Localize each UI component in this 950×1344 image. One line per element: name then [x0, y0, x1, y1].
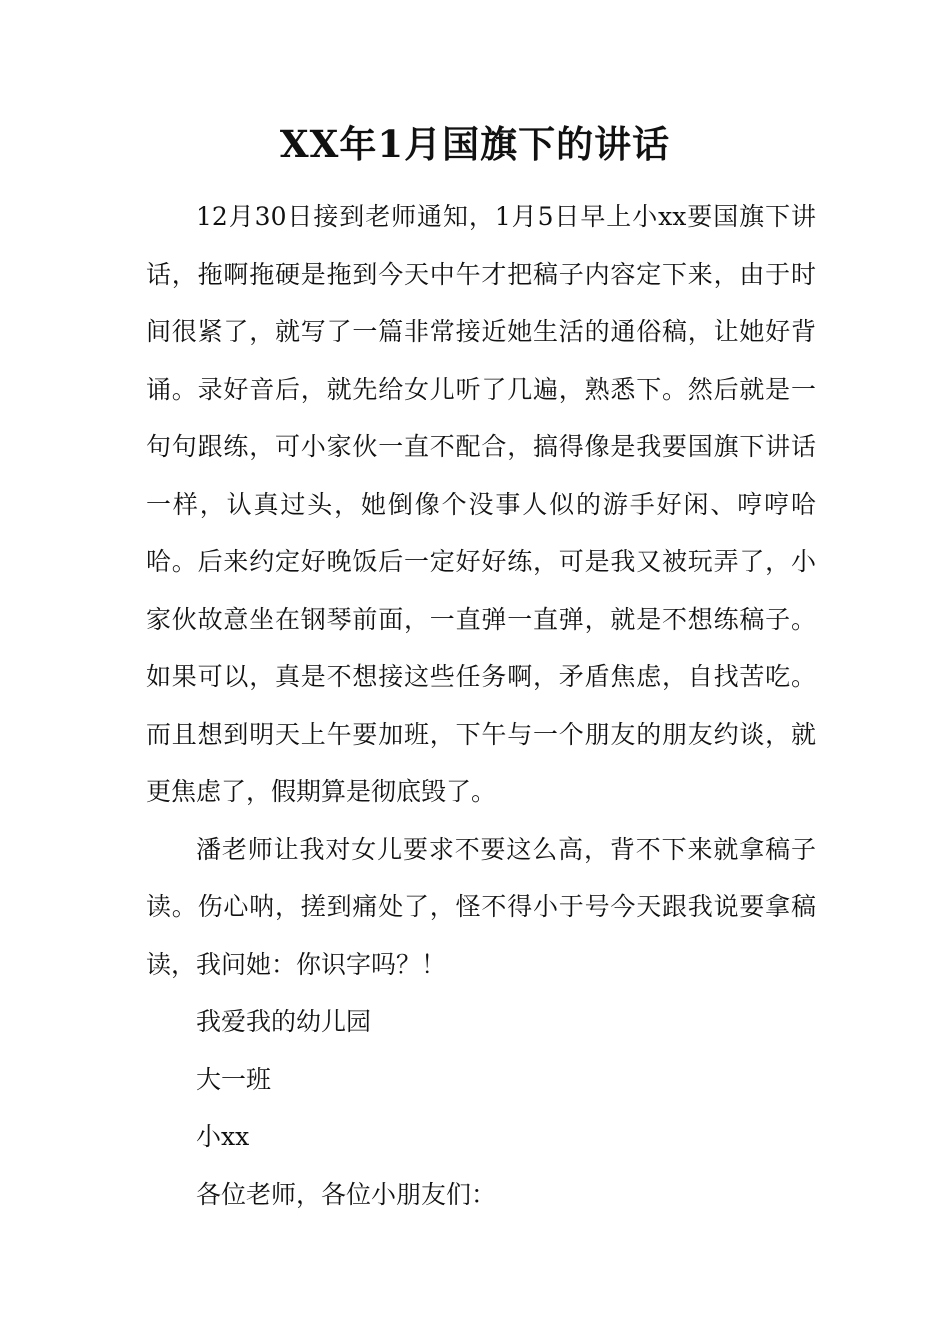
paragraph-teacher-advice: 潘老师让我对女儿要求不要这么高，背不下来就拿稿子读。伤心呐，搓到痛处了，怪不得小于号今天跟我说要拿稿读，我问她：你识字吗？！ [146, 834, 816, 979]
document-body [146, 188, 816, 1223]
greeting-line: 各位老师，各位小朋友们： [196, 1179, 497, 1209]
document-title: XX年1月国旗下的讲话 [279, 122, 671, 166]
speech-title: 我爱我的幼儿园 [196, 1007, 372, 1036]
class-name: 大一班 [196, 1064, 272, 1094]
speaker-name: 小xx [196, 1122, 250, 1151]
paragraph-notice: 12月30日接到老师通知，1月5日早上小xx要国旗下讲话，拖啊拖硬是拖到今天中午才把稿子内容定下来，由于时间很紧了，就写了一篇非常接近她生活的通俗稿，让她好背诵。录好音后，就先给女儿听了几遍，熟悉下。然后就是一句句跟练，可小家伙一直不配合，搞得像是我要国旗下讲话一样，认真过头，她倒像个没事人似的游手好闲、哼哼哈哈。后来约定好晚饭后一定好好练，可是我又被玩弄了，小家伙故意坐在钢琴前面，一直弹一直弹，就是不想练稿子。如果可以，真是不想接这些任务啊，矛盾焦虑，自找苦吃。而且想到明天上午要加班，下午与一个朋友的朋友约谈，就更焦虑了，假期算是彻底毁了。 [146, 202, 816, 806]
